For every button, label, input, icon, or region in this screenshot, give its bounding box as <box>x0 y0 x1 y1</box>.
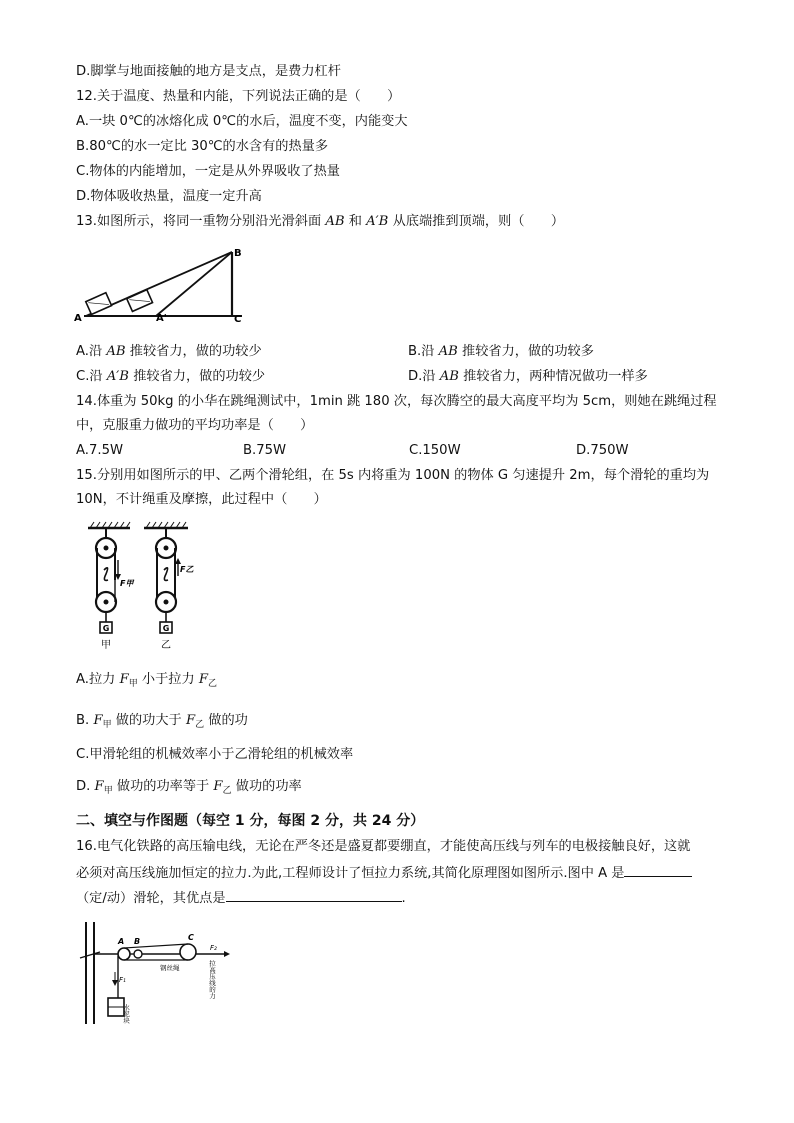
weight-g-right: G <box>162 624 170 633</box>
label-c: C <box>234 314 242 324</box>
answer-blank-2[interactable] <box>226 888 402 902</box>
label-block: 水泥块 <box>122 1004 130 1024</box>
q14-stem-line2: 中，克服重力做功的平均功率是（ ） <box>76 418 314 433</box>
q13-option-b: B.沿 AB 推较省力，做的功较多 <box>408 344 594 359</box>
q14-option-d: D.750W <box>576 443 629 458</box>
q12-stem: 12.关于温度、热量和内能，下列说法正确的是（ ） <box>76 89 401 104</box>
q13-stem: 13.如图所示，将同一重物分别沿光滑斜面 AB 和 A′B 从底端推到顶端，则（ ） <box>76 214 565 229</box>
force-jia-label: F甲 <box>120 579 134 588</box>
q15-pulley-figure <box>84 520 196 654</box>
q14-stem-line1: 14.体重为 50kg 的小华在跳绳测试中，1min 跳 180 次，每次腾空的最大高度平均为 5cm，则她在跳绳过程 <box>76 394 717 409</box>
q12-option-c: C.物体的内能增加，一定是从外界吸收了热量 <box>76 164 340 179</box>
q16-tension-figure <box>76 916 236 1026</box>
q13-option-c: C.沿 A′B 推较省力，做的功较少 <box>76 369 266 384</box>
label-a-prime: A' <box>156 313 167 324</box>
label-jia: 甲 <box>101 640 111 651</box>
weight-g-left: G <box>102 624 110 633</box>
answer-blank-1[interactable] <box>624 863 692 877</box>
label-rope: 钢丝绳 <box>160 964 180 972</box>
label-pulley-a: A <box>118 937 125 946</box>
q16-stem-line1: 16.电气化铁路的高压输电线，无论在严冬还是盛夏都要绷直，才能使高压线与列车的电极接触良好，这就 <box>76 839 691 854</box>
q12-option-d: D.物体吸收热量，温度一定升高 <box>76 189 262 204</box>
label-b: B <box>134 937 141 946</box>
q14-option-b: B.75W <box>243 443 287 458</box>
section-2-heading: 二、填空与作图题（每空 1 分，每图 2 分，共 24 分） <box>76 813 425 829</box>
label-f2: F₂ <box>210 944 217 952</box>
force-yi-label: F乙 <box>180 565 194 574</box>
label-f1: F₁ <box>119 976 126 984</box>
label-a: A <box>74 313 82 324</box>
q13-option-d: D.沿 AB 推较省力，两种情况做功一样多 <box>408 369 648 384</box>
q15-option-c: C.甲滑轮组的机械效率小于乙滑轮组的机械效率 <box>76 747 354 762</box>
q15-stem-line1: 15.分别用如图所示的甲、乙两个滑轮组，在 5s 内将重为 100N 的物体 G 匀速提升 2m，每个滑轮的重均为 <box>76 468 710 483</box>
label-b: B <box>234 248 242 259</box>
label-pulley-c: C <box>188 933 194 942</box>
q16-stem-line3: （定/动）滑轮，其优点是 . <box>76 888 406 908</box>
q14-option-c: C.150W <box>409 443 461 458</box>
label-yi: 乙 <box>161 640 171 651</box>
q11-option-d: D.脚掌与地面接触的地方是支点，是费力杠杆 <box>76 64 341 79</box>
q15-stem-line2: 10N，不计绳重及摩擦，此过程中（ ） <box>76 492 327 507</box>
q12-option-b: B.80℃的水一定比 30℃的水含有的热量多 <box>76 139 329 154</box>
q15-option-a: A.拉力 $F_甲$ 小于拉力 $F_乙$ <box>76 672 218 689</box>
q12-option-a: A.一块 0℃的冰熔化成 0℃的水后，温度不变，内能变大 <box>76 114 408 129</box>
q15-option-b: B. $F_甲$ 做的功大于 $F_乙$ 做的功 <box>76 713 248 730</box>
q16-stem-line2: 必须对高压线施加恒定的拉力.为此,工程师设计了恒拉力系统,其简化原理图如图所示.图中 A 是 <box>76 863 692 883</box>
q14-option-a: A.7.5W <box>76 443 123 458</box>
q13-option-a: A.沿 AB 推较省力，做的功较少 <box>76 344 262 359</box>
label-force: 拉高压线的力 <box>208 960 216 999</box>
q15-option-d: D. $F_甲$ 做功的功率等于 $F_乙$ 做功的功率 <box>76 779 302 796</box>
q13-incline-figure <box>74 244 254 324</box>
